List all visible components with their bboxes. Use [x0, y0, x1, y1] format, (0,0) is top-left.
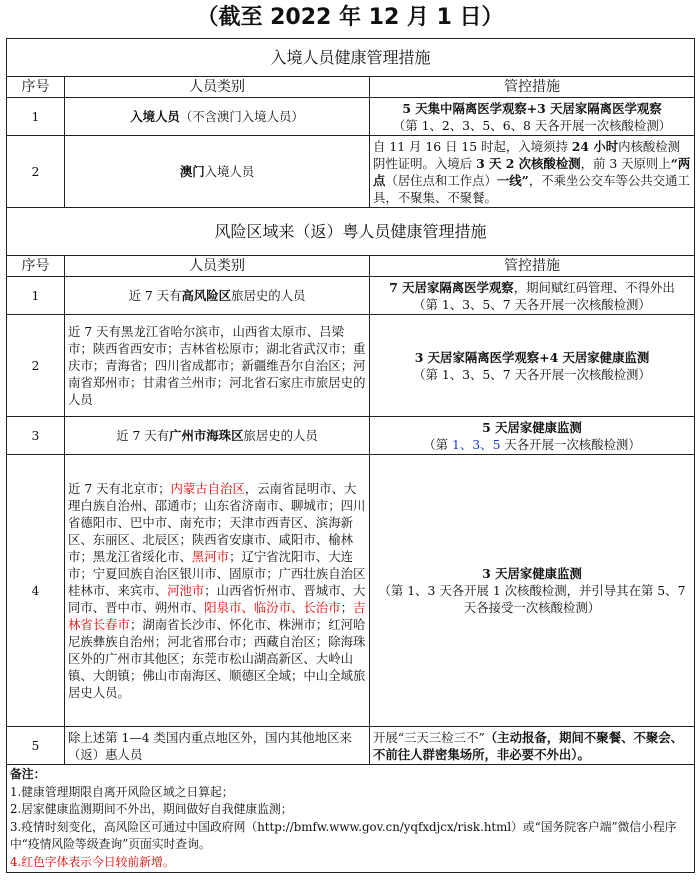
row-number: 2: [7, 315, 65, 417]
row-number: 4: [7, 455, 65, 727]
row-category: 入境人员（不含澳门入境人员）: [65, 98, 370, 136]
note-item: 2.居家健康监测期间不外出，期间做好自我健康监测；: [10, 802, 293, 816]
row-category: 近 7 天有黑龙江省哈尔滨市，山西省太原市、吕梁市；陕西省西安市；吉林省松原市；湖北省武汉市；重庆市；青海省；四川省成都市；新疆维吾尔自治区；河南省郑州市；甘肃省兰州市；河北省石家庄市旅居史的人员: [65, 315, 370, 417]
header-category: 人员类别: [65, 77, 370, 98]
table-row: [7, 136, 695, 208]
table-row: [7, 98, 695, 136]
section1-heading: 入境人员健康管理措施: [7, 39, 695, 77]
table-row: [7, 277, 695, 315]
row-measures: 7 天居家隔离医学观察，期间赋红码管理、不得外出 （第 1、3、5、7 天各开展一次核酸检测）: [370, 277, 695, 315]
row-measures: 5 天集中隔离医学观察+3 天居家隔离医学观察 （第 1、2、3、5、6、8 天各开展一次核酸检测）: [370, 98, 695, 136]
page-title: （截至 2022 年 12 月 1 日）: [196, 5, 504, 30]
measures-table: [6, 38, 695, 873]
table-row: [7, 727, 695, 765]
header-no: 序号: [7, 77, 65, 98]
notes: [7, 765, 695, 873]
row-category: 除上述第 1—4 类国内重点地区外，国内其他地区来（返）惠人员: [65, 727, 370, 765]
table-row: [7, 315, 695, 417]
row-number: 1: [7, 277, 65, 315]
note-item: 1.健康管理期限自离开风险区域之日算起；: [10, 784, 234, 799]
section-heading-row: [7, 39, 695, 77]
notes-label: 备注：: [10, 767, 46, 781]
row-number: 2: [7, 136, 65, 208]
row-category: 近 7 天有广州市海珠区旅居史的人员: [65, 417, 370, 455]
row-category: 近 7 天有北京市；内蒙古自治区，云南省昆明市、大理白族自治州、邵通市；山东省济南市、聊城市；四川省德阳市、巴中市、南充市；天津市西青区、滨海新区、东丽区、北辰区；陕西省安康市、咸阳市、榆林市；黑龙江省绥化市、黑河市；辽宁省沈阳市、大连市；宁夏回族自治区银川市、固原市；广西壮族自治区桂林市、来宾市、河池市；山西省忻州市、晋城市、大同市、晋中市、朔州市、阳泉市、临汾市、长治市；吉林省长春市；湖南省长沙市、怀化市、株洲市；红河哈尼族彝族自治州；河北省邢台市；西藏自治区；除海珠区外的广州市其他区；东莞市松山湖高新区、大岭山镇、大朗镇；佛山市南海区、顺德区全域；中山全域旅居史人员。: [65, 455, 370, 727]
row-measures: 5 天居家健康监测 （第 1、3、5 天各开展一次核酸检测）: [370, 417, 695, 455]
table-header-row: [7, 256, 695, 277]
row-category: 澳门入境人员: [65, 136, 370, 208]
row-category: 近 7 天有高风险区旅居史的人员: [65, 277, 370, 315]
section2-heading: 风险区域来（返）粤人员健康管理措施: [7, 208, 695, 256]
header-category: 人员类别: [65, 256, 370, 277]
row-measures: 开展“三天三检三不”（主动报备，期间不聚餐、不聚会、不前往人群密集场所，非必要不外出）。: [370, 727, 695, 765]
note-item: 3.疫情时刻变化，高风险区可通过中国政府网（http://bmfw.www.gov.cn/yqfxdjcx/risk.html）或“国务院客户端”微信小程序中“疫情风险等级查询”页面实时查询。: [10, 819, 677, 851]
row-number: 3: [7, 417, 65, 455]
row-number: 5: [7, 727, 65, 765]
row-number: 1: [7, 98, 65, 136]
row-measures: 3 天居家健康监测 （第 1、3 天各开展 1 次核酸检测，并引导其在第 5、7 天各接受一次核酸检测）: [370, 455, 695, 727]
row-measures: 3 天居家隔离医学观察+4 天居家健康监测 （第 1、3、5、7 天各开展一次核酸检测）: [370, 315, 695, 417]
table-row: [7, 417, 695, 455]
section-heading-row: [7, 208, 695, 256]
header-no: 序号: [7, 256, 65, 277]
table-header-row: [7, 77, 695, 98]
table-row: [7, 455, 695, 727]
note-item: 4.红色字体表示今日较前新增。: [10, 854, 175, 869]
row-measures: 自 11 月 16 日 15 时起，入境须持 24 小时内核酸检测阴性证明。入境后 3 天 2 次核酸检测，前 3 天原则上“两点（居住点和工作点）一线”，不乘坐公交车等公共交通工具，不聚集、不聚餐。: [370, 136, 695, 208]
header-measures: 管控措施: [370, 77, 695, 98]
header-measures: 管控措施: [370, 256, 695, 277]
notes-row: [7, 765, 695, 873]
